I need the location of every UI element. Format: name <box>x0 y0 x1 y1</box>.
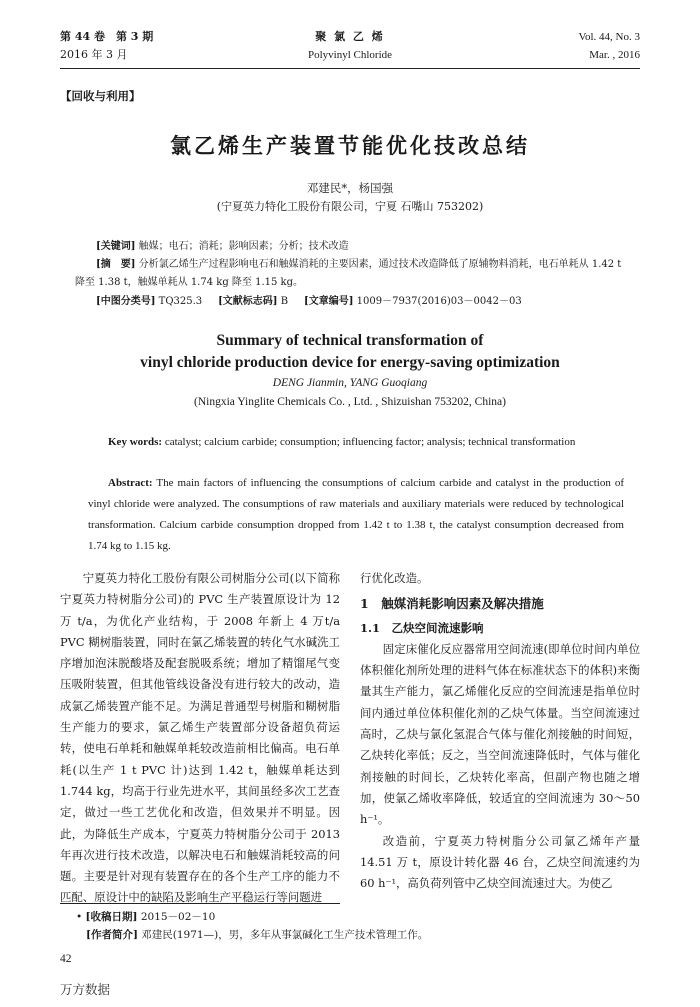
clc-value: TQ325.3 <box>158 296 203 307</box>
page-number: 42 <box>60 953 72 965</box>
keywords-cn-label: [关键词] <box>96 241 136 252</box>
author-bio-text: 邓建民(1971—)，男，多年从事氯碱化工生产技术管理工作。 <box>141 929 429 941</box>
received-label: [收稿日期] <box>85 911 138 923</box>
journal-volume-cn: 第 44 卷 第 3 期 <box>60 30 154 43</box>
body-paragraph: 改造前，宁夏英力特树脂分公司氯乙烯年产量 14.51 万 t，原设计转化器 46 台，乙炔空间流速约为 60 h⁻¹，高负荷列管中乙炔空间流速过大。为使乙 <box>360 833 640 891</box>
authors-cn: 邓建民*，杨国强 <box>306 181 394 195</box>
bullet-icon: • <box>76 911 83 923</box>
abstract-cn-label: [摘 要] <box>96 259 136 270</box>
journal-date-cn: 2016 年 3 月 <box>60 48 128 61</box>
doc-code-label: [文献标志码] <box>218 296 278 307</box>
keywords-en <box>88 432 624 453</box>
abstract-cn-text: 分析氯乙烯生产过程影响电石和触媒消耗的主要因素，通过技术改造降低了原辅物料消耗，电石单耗从 1.42 t 降至 1.38 t，触媒单耗从 1.74 kg 降至 1.15 kg。 <box>75 259 622 288</box>
author-bio-label: [作者简介] <box>86 929 138 941</box>
body-continuation: 行优化改造。 <box>360 571 429 585</box>
article-number-value: 1009－7937(2016)03－0042－03 <box>356 296 522 307</box>
article-title-cn: 氯乙烯生产装置节能优化技改总结 <box>170 133 530 158</box>
article-title-en-line2: vinyl chloride production device for energy-saving optimization <box>140 354 560 371</box>
authors-en: DENG Jianmin, YANG Guoqiang <box>272 377 428 389</box>
body-right-column <box>360 568 640 894</box>
journal-date-en: Mar. , 2016 <box>589 49 640 61</box>
footnote-rule <box>60 903 340 904</box>
abstract-en <box>88 473 624 557</box>
journal-volume-en: Vol. 44, No. 3 <box>578 31 640 43</box>
affiliation-cn: (宁夏英力特化工股份有限公司，宁夏 石嘴山 753202) <box>216 200 484 213</box>
footnote-received <box>76 908 636 926</box>
header-rule <box>60 68 640 69</box>
abstract-en-label: Abstract: <box>108 477 153 489</box>
abstract-cn <box>75 256 624 292</box>
footnote-author <box>86 926 646 944</box>
keywords-cn <box>96 238 624 256</box>
watermark-text: 万方数据 <box>60 982 111 997</box>
classification-line <box>96 293 624 311</box>
body-paragraph: 固定床催化反应器常用空间流速(即单位时间内单位体积催化剂所处理的进料气体在标准状态下的体积)来衡量其生产能力，氯乙烯催化反应的空间流速是指单位时间内通过单位体积催化剂的乙炔气体量。当空间流速过高时，乙炔与氯化氢混合气体与催化剂接触的时间短，乙炔转化率低；反之，当空间流速降低时，气体与催化剂接触的时间长，乙炔转化率高，但副产物也随之增加，使氯乙烯收率降低，较适宜的空间流速为 30～50 h⁻¹。 <box>360 641 640 827</box>
abstract-en-text: The main factors of influencing the consumptions of calcium carbide and catalyst in the production of vinyl chloride were analyzed. The consumptions of raw materials and auxiliary materials were reduced by technological transformation. Calcium carbide consumption dropped from 1.42 t to 1.38 t, the catalyst consumption decreased from 1.74 kg to 1.15 kg. <box>88 477 624 552</box>
article-number-label: [文章编号] <box>303 296 354 307</box>
subsection-heading-1-1: 1.1 乙炔空间流速影响 <box>360 620 484 635</box>
doc-code-value: B <box>280 296 289 307</box>
journal-name-cn: 聚 氯 乙 烯 <box>315 30 385 43</box>
keywords-cn-text: 触媒；电石；消耗；影响因素；分析；技术改造 <box>138 241 349 252</box>
section-tag: 【回收与利用】 <box>60 89 141 103</box>
keywords-en-text: catalyst; calcium carbide; consumption; influencing factor; analysis; technical transformation <box>164 436 576 448</box>
received-date: 2015－02－10 <box>140 911 216 923</box>
affiliation-en: (Ningxia Yinglite Chemicals Co. , Ltd. , Shizuishan 753202, China) <box>194 396 506 408</box>
keywords-en-label: Key words: <box>108 436 163 448</box>
clc-label: [中图分类号] <box>96 296 156 307</box>
body-paragraph: 宁夏英力特化工股份有限公司树脂分公司(以下简称宁夏英力特树脂分公司)的 PVC 生产装置原设计为 12 万 t/a，为优化产业结构，于 2008 年新上 4 万t/a PVC 糊树脂装置，同时在氯乙烯装置的转化气水碱洗工序增加泡沫脱酸塔及配套脱吸系统；增加了精馏尾气变压吸附装置，但其他管线设备没有进行较大的改动，造成氯乙烯装置产能不足。为满足普通型号树脂和糊树脂生产能力的要求，氯乙烯生产装置部分设备超负荷运转，使电石单耗和触媒单耗较改造前相比偏高。电石单耗(以生产 1 t PVC 计)达到 1.42 t，触媒单耗达到 1.744 kg，均高于行业先进水平，其间虽经多次工艺查定，做过一些工艺优化和改造，但效果并不明显。因此，为降低生产成本，宁夏英力特树脂分公司于 2013 年再次进行技术改造，以解决电石和触媒消耗较高的问题。主要是针对现有装置存在的各个生产工序的能力不匹配、原设计中的缺陷及影响生产平稳运行等问题进 <box>60 571 340 905</box>
journal-name-en: Polyvinyl Chloride <box>307 49 393 61</box>
section-heading-1: 1 触媒消耗影响因素及解决措施 <box>360 596 544 612</box>
article-title-en-line1: Summary of technical transformation of <box>216 332 484 349</box>
body-left-column <box>60 568 340 909</box>
